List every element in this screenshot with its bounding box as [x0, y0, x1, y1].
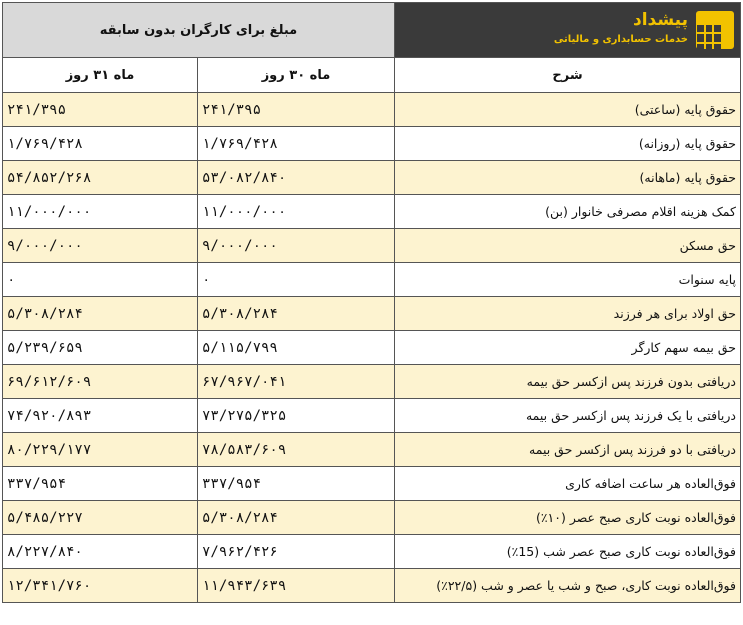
table-title: مبلغ برای کارگران بدون سابقه — [3, 3, 395, 58]
calculator-icon — [696, 11, 734, 49]
table-row — [3, 433, 741, 467]
value-30-days: ۰ — [198, 263, 395, 297]
value-31-days: ۵/۳۰۸/۲۸۴ — [3, 297, 198, 331]
table-row — [3, 195, 741, 229]
row-description: فوق‌العاده نوبت کاری صبح عصر (۱۰٪) — [395, 501, 741, 535]
row-description: دریافتی بدون فرزند پس ازکسر حق بیمه — [395, 365, 741, 399]
value-31-days: ۱۱/۰۰۰/۰۰۰ — [3, 195, 198, 229]
row-description: حقوق پایه (روزانه) — [395, 127, 741, 161]
value-31-days: ۹/۰۰۰/۰۰۰ — [3, 229, 198, 263]
row-description: فوق‌العاده نوبت کاری، صبح و شب یا عصر و شب (۲۲/۵٪) — [395, 569, 741, 603]
value-31-days: ۲۴۱/۳۹۵ — [3, 93, 198, 127]
brand-name: پیشداد — [633, 10, 688, 30]
column-header-row — [3, 58, 741, 93]
value-31-days: ۳۳۷/۹۵۴ — [3, 467, 198, 501]
column-header-31-days: ماه ۳۱ روز — [3, 58, 198, 93]
row-description: دریافتی با یک فرزند پس ازکسر حق بیمه — [395, 399, 741, 433]
row-description: فوق‌العاده نوبت کاری صبح عصر شب (15٪) — [395, 535, 741, 569]
column-header-30-days: ماه ۳۰ روز — [198, 58, 395, 93]
value-31-days: ۵/۲۳۹/۶۵۹ — [3, 331, 198, 365]
row-description: دریافتی با دو فرزند پس ازکسر حق بیمه — [395, 433, 741, 467]
table-row — [3, 263, 741, 297]
table-row — [3, 365, 741, 399]
value-31-days: ۵۴/۸۵۲/۲۶۸ — [3, 161, 198, 195]
value-30-days: ۳۳۷/۹۵۴ — [198, 467, 395, 501]
row-description: حق مسکن — [395, 229, 741, 263]
value-31-days: ۸۰/۲۲۹/۱۷۷ — [3, 433, 198, 467]
value-31-days: ۷۴/۹۲۰/۸۹۳ — [3, 399, 198, 433]
value-31-days: ۱/۷۶۹/۴۲۸ — [3, 127, 198, 161]
value-30-days: ۱/۷۶۹/۴۲۸ — [198, 127, 395, 161]
value-31-days: ۶۹/۶۱۲/۶۰۹ — [3, 365, 198, 399]
brand-logo-cell — [395, 3, 741, 58]
value-31-days: ۵/۴۸۵/۲۲۷ — [3, 501, 198, 535]
row-description: حق بیمه سهم کارگر — [395, 331, 741, 365]
table-row — [3, 297, 741, 331]
value-31-days: ۱۲/۳۴۱/۷۶۰ — [3, 569, 198, 603]
value-30-days: ۷۳/۲۷۵/۳۲۵ — [198, 399, 395, 433]
row-description: فوق‌العاده هر ساعت اضافه کاری — [395, 467, 741, 501]
table-row — [3, 399, 741, 433]
value-30-days: ۱۱/۰۰۰/۰۰۰ — [198, 195, 395, 229]
value-30-days: ۹/۰۰۰/۰۰۰ — [198, 229, 395, 263]
value-30-days: ۷۸/۵۸۳/۶۰۹ — [198, 433, 395, 467]
row-description: حقوق پایه (ساعتی) — [395, 93, 741, 127]
salary-table-container — [2, 2, 740, 603]
table-row — [3, 569, 741, 603]
value-30-days: ۵۳/۰۸۲/۸۴۰ — [198, 161, 395, 195]
table-row — [3, 127, 741, 161]
value-30-days: ۵/۳۰۸/۲۸۴ — [198, 297, 395, 331]
value-30-days: ۶۷/۹۶۷/۰۴۱ — [198, 365, 395, 399]
column-header-description: شرح — [395, 58, 741, 93]
value-30-days: ۲۴۱/۳۹۵ — [198, 93, 395, 127]
table-row — [3, 229, 741, 263]
value-30-days: ۱۱/۹۴۳/۶۳۹ — [198, 569, 395, 603]
value-31-days: ۸/۲۲۷/۸۴۰ — [3, 535, 198, 569]
row-description: کمک هزینه اقلام مصرفی خانوار (بن) — [395, 195, 741, 229]
row-description: پایه سنوات — [395, 263, 741, 297]
header-row — [3, 3, 741, 58]
row-description: حقوق پایه (ماهانه) — [395, 161, 741, 195]
table-row — [3, 501, 741, 535]
value-30-days: ۵/۱۱۵/۷۹۹ — [198, 331, 395, 365]
value-31-days: ۰ — [3, 263, 198, 297]
brand-tagline: خدمات حسابداری و مالیاتی — [553, 34, 688, 45]
value-30-days: ۷/۹۶۲/۴۲۶ — [198, 535, 395, 569]
table-row — [3, 93, 741, 127]
row-description: حق اولاد برای هر فرزند — [395, 297, 741, 331]
table-row — [3, 535, 741, 569]
table-row — [3, 467, 741, 501]
value-30-days: ۵/۳۰۸/۲۸۴ — [198, 501, 395, 535]
table-row — [3, 161, 741, 195]
salary-table — [2, 2, 741, 603]
table-row — [3, 331, 741, 365]
